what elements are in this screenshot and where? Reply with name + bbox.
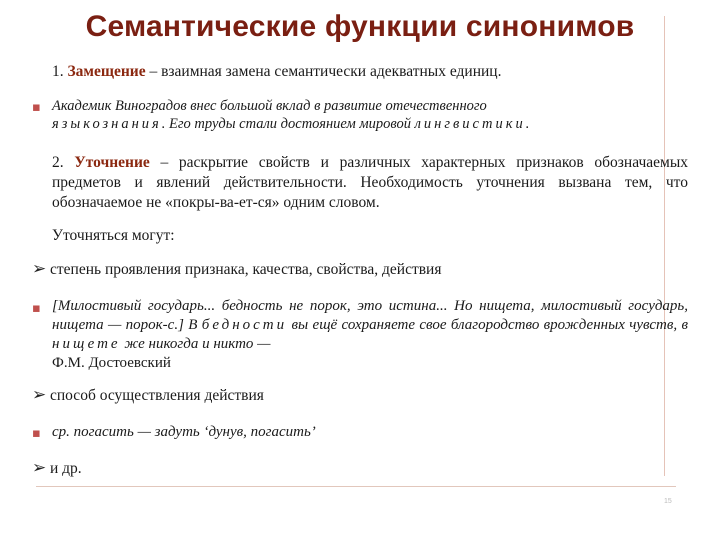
arrow-bullet-icon: ➢ — [32, 458, 47, 478]
bullet-icon: ▪ — [32, 426, 41, 441]
point-substitution — [52, 62, 652, 81]
footer-divider — [36, 486, 676, 487]
term-substitution: Замещение — [67, 63, 146, 80]
arrow-bullet-icon: ➢ — [32, 259, 47, 279]
example-text: . Его труды стали достоянием мировой — [161, 116, 415, 132]
decor-vertical-line — [664, 16, 665, 476]
highlight-word: бедности — [201, 317, 288, 333]
can-refine-label: Уточняться могут: — [52, 227, 175, 244]
page-number: 15 — [664, 498, 672, 505]
bullet-icon: ▪ — [32, 301, 41, 316]
example-text: вы ещё сохраняете свое благородство врожденных чувств, в — [287, 317, 688, 333]
term-refinement: Уточнение — [74, 154, 150, 171]
definition-substitution: – взаимная замена семантически адекватных единиц. — [145, 63, 502, 80]
refine-item-manner: способ осуществления действия — [50, 387, 264, 404]
example-vinogradov — [52, 97, 688, 133]
slide-title: Семантические функции синонимов — [85, 10, 635, 43]
highlight-word: нищете — [52, 336, 121, 352]
point-number: 2. — [52, 154, 64, 171]
refine-item-etc: и др. — [50, 460, 82, 477]
point-refinement — [52, 153, 688, 213]
example-text: же никогда и никто — — [120, 336, 271, 352]
highlight-word: лингвистики — [414, 116, 526, 132]
refine-item-degree: степень проявления признака, качества, свойства, действия — [50, 261, 442, 278]
highlight-word: языкознания — [52, 116, 162, 132]
example-line: Академик Виноградов внес большой вклад в развитие отечественного — [52, 98, 487, 114]
example-dostoevsky — [52, 297, 688, 354]
bullet-icon: ▪ — [32, 100, 41, 115]
example-author: Ф.М. Достоевский — [52, 355, 171, 371]
arrow-bullet-icon: ➢ — [32, 385, 47, 405]
point-number: 1. — [52, 63, 64, 80]
example-text: . — [525, 116, 530, 132]
definition-refinement: – раскрытие свойств и различных характерных признаков обозначаемых предметов и явлений действительности. Необходимость уточнения вызвана тем, что обозначаемое не «покры-ва-ет-ся» одним словом. — [52, 154, 688, 211]
example-text: [Милостивый государь... бедность не порок, это истина... Но нищета, милостивый государь, нищета — порок-с.] В — [52, 298, 688, 333]
example-pogasit: ср. погасить — задуть ‘дунув, погасить’ — [52, 424, 316, 440]
